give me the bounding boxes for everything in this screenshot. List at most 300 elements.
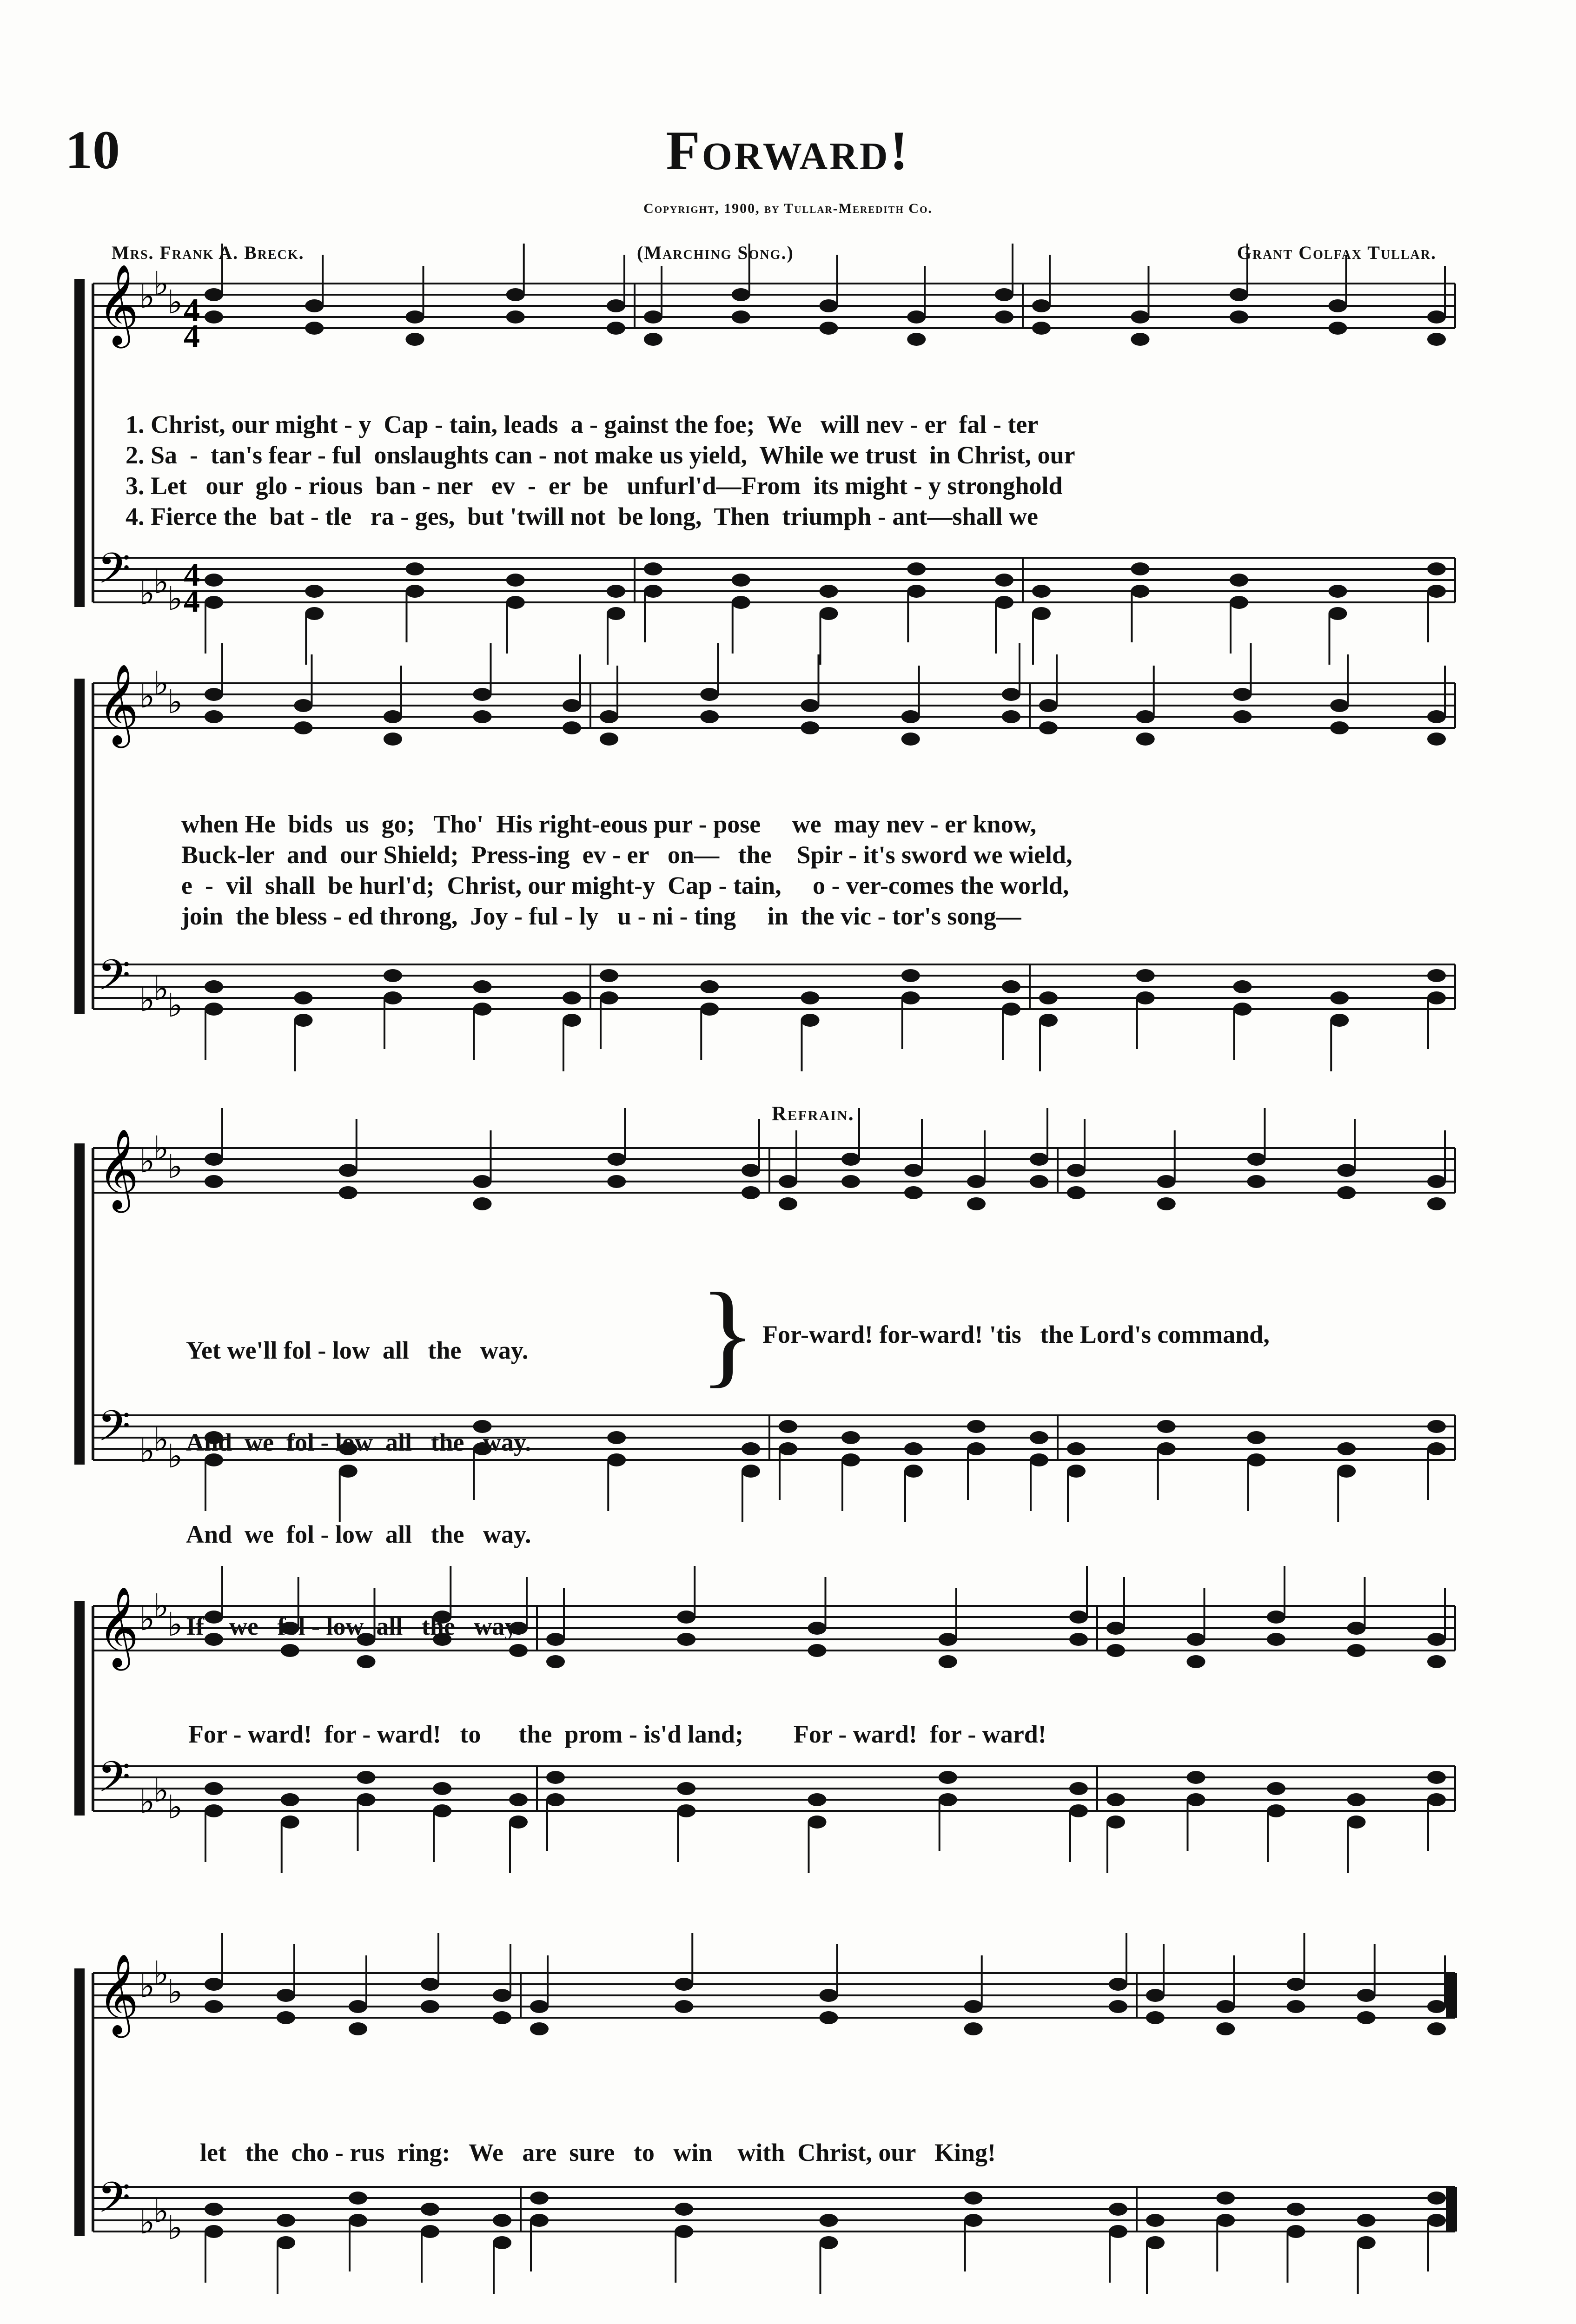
note-treble-0-5 xyxy=(644,310,662,324)
note-treble-low-0-11 xyxy=(1131,333,1150,346)
note-treble-2-7 xyxy=(904,1164,923,1177)
flat-icon-1-1-2: ♭ xyxy=(167,986,183,1024)
note-bass-2-4 xyxy=(742,1442,760,1455)
flat-icon-1-0-0: ♭ xyxy=(139,677,155,715)
note-treble-low-0-1 xyxy=(305,322,324,335)
note-treble-low-1-7 xyxy=(801,721,820,734)
time-signature-treble-lower: 4 xyxy=(184,318,200,354)
flat-icon-1-1-0: ♭ xyxy=(139,981,155,1019)
note-bass-low-0-10 xyxy=(1032,607,1051,620)
note-treble-low-0-7 xyxy=(820,322,838,335)
note-bass-3-4 xyxy=(509,1793,528,1806)
refrain-line-2: For - ward! for - ward! to the prom - is'd land; For - ward! for - ward! xyxy=(188,1720,1046,1748)
note-bass-low-1-11 xyxy=(1136,991,1155,1004)
note-bass-2-7 xyxy=(904,1442,923,1455)
note-treble-1-4 xyxy=(563,699,581,712)
note-bass-2-14 xyxy=(1427,1420,1446,1433)
treble-clef-icon: 𝄞 xyxy=(98,1954,139,2034)
note-treble-4-7 xyxy=(820,1989,838,2002)
note-bass-0-1 xyxy=(305,585,324,598)
note-bass-4-13 xyxy=(1357,2214,1376,2227)
note-treble-low-4-4 xyxy=(493,2011,511,2024)
note-bass-low-0-5 xyxy=(644,585,662,598)
note-treble-4-11 xyxy=(1216,2000,1235,2013)
note-treble-4-8 xyxy=(964,2000,983,2013)
note-treble-0-11 xyxy=(1131,310,1150,324)
verse-line-2-3: e - vil shall be hurl'd; Christ, our might-y Cap - tain, o - ver-comes the world, xyxy=(181,872,1069,899)
note-treble-1-12 xyxy=(1233,688,1252,701)
note-treble-3-8 xyxy=(939,1633,957,1646)
note-treble-low-3-9 xyxy=(1069,1633,1088,1646)
note-bass-3-1 xyxy=(281,1793,299,1806)
verse-line-1-4: 4. Fierce the bat - tle ra - ges, but 'twill not be long, Then triumph - ant—shall we xyxy=(126,502,1038,530)
note-treble-low-0-3 xyxy=(506,310,525,324)
treble-clef-icon: 𝄞 xyxy=(98,664,139,745)
note-bass-2-6 xyxy=(841,1431,860,1444)
note-treble-2-13 xyxy=(1337,1164,1356,1177)
note-bass-low-4-13 xyxy=(1357,2236,1376,2249)
note-treble-low-4-2 xyxy=(349,2022,367,2035)
note-bass-0-8 xyxy=(907,562,926,575)
note-bass-2-5 xyxy=(779,1420,797,1433)
flat-icon-1-0-1: ♭ xyxy=(153,664,169,702)
note-treble-3-13 xyxy=(1347,1622,1366,1635)
note-bass-low-4-7 xyxy=(820,2236,838,2249)
note-treble-2-11 xyxy=(1157,1175,1176,1188)
flat-icon-4-0-2: ♭ xyxy=(167,1973,183,2011)
note-treble-1-11 xyxy=(1136,710,1155,723)
note-bass-4-0 xyxy=(205,2203,223,2216)
note-treble-low-2-4 xyxy=(742,1186,760,1199)
note-bass-0-4 xyxy=(607,585,625,598)
note-treble-2-6 xyxy=(841,1153,860,1166)
note-bass-low-1-7 xyxy=(801,1014,820,1027)
note-treble-1-3 xyxy=(473,688,492,701)
note-treble-low-1-3 xyxy=(473,710,492,723)
verse-line-2-4: join the bless - ed throng, Joy - ful - ly u - ni - ting in the vic - tor's song— xyxy=(181,902,1021,930)
note-bass-low-0-7 xyxy=(820,607,838,620)
treble-clef-icon: 𝄞 xyxy=(98,1586,139,1667)
note-bass-low-4-0 xyxy=(205,2225,223,2238)
note-treble-low-0-6 xyxy=(732,310,750,324)
note-treble-0-3 xyxy=(506,288,525,301)
note-treble-low-3-13 xyxy=(1347,1644,1366,1657)
note-bass-low-3-9 xyxy=(1069,1804,1088,1817)
flat-icon-4-1-2: ♭ xyxy=(167,2209,183,2247)
note-bass-low-0-6 xyxy=(732,596,750,609)
note-bass-low-0-3 xyxy=(506,596,525,609)
note-treble-low-4-14 xyxy=(1427,2022,1446,2035)
note-bass-low-4-14 xyxy=(1427,2214,1446,2227)
note-treble-3-11 xyxy=(1187,1633,1205,1646)
note-treble-low-2-8 xyxy=(967,1197,986,1210)
verse-line-2-2: Buck-ler and our Shield; Press-ing ev - er on— the Spir - it's sword we wield, xyxy=(181,841,1073,869)
flat-icon-3-0-1: ♭ xyxy=(153,1587,169,1625)
note-treble-low-4-8 xyxy=(964,2022,983,2035)
flat-icon-0-0-2: ♭ xyxy=(167,283,183,321)
note-treble-0-9 xyxy=(995,288,1013,301)
note-treble-low-1-12 xyxy=(1233,710,1252,723)
note-bass-low-2-3 xyxy=(607,1453,626,1466)
note-bass-low-3-7 xyxy=(808,1816,827,1829)
note-bass-3-2 xyxy=(357,1771,376,1784)
flat-icon-1-0-2: ♭ xyxy=(167,683,183,721)
note-bass-low-2-6 xyxy=(841,1453,860,1466)
flat-icon-2-0-2: ♭ xyxy=(167,1148,183,1186)
note-bass-1-4 xyxy=(563,991,581,1004)
flat-icon-4-1-0: ♭ xyxy=(139,2203,155,2241)
verse-line-3-block xyxy=(186,1274,531,1672)
system-bracket-0 xyxy=(74,279,85,607)
note-bass-3-12 xyxy=(1267,1782,1285,1795)
note-treble-low-1-10 xyxy=(1039,721,1058,734)
note-treble-low-1-1 xyxy=(294,721,313,734)
note-treble-low-1-14 xyxy=(1427,733,1446,746)
note-bass-low-2-5 xyxy=(779,1442,797,1455)
note-bass-low-4-5 xyxy=(530,2214,549,2227)
note-treble-4-5 xyxy=(530,2000,549,2013)
flat-icon-0-1-1: ♭ xyxy=(153,563,169,601)
note-bass-1-2 xyxy=(384,969,402,982)
note-bass-low-3-2 xyxy=(357,1793,376,1806)
note-treble-4-0 xyxy=(205,1978,223,1991)
note-bass-0-13 xyxy=(1329,585,1347,598)
note-bass-low-2-4 xyxy=(742,1465,760,1478)
note-bass-low-2-13 xyxy=(1337,1465,1356,1478)
note-bass-1-9 xyxy=(1002,980,1020,993)
note-bass-0-2 xyxy=(406,562,424,575)
note-treble-2-5 xyxy=(779,1175,797,1188)
flat-icon-2-0-1: ♭ xyxy=(153,1129,169,1167)
verse-line-2-1: when He bids us go; Tho' His right-eous pur - pose we may nev - er know, xyxy=(181,810,1037,838)
note-treble-low-3-12 xyxy=(1267,1633,1285,1646)
treble-clef-icon: 𝄞 xyxy=(98,1129,139,1209)
note-bass-3-0 xyxy=(205,1782,223,1795)
note-treble-3-14 xyxy=(1427,1633,1446,1646)
note-treble-low-4-13 xyxy=(1357,2011,1376,2024)
note-treble-low-3-8 xyxy=(939,1655,957,1668)
note-treble-low-0-13 xyxy=(1329,322,1347,335)
note-treble-low-2-5 xyxy=(779,1197,797,1210)
note-bass-low-0-14 xyxy=(1427,585,1446,598)
note-bass-low-3-1 xyxy=(281,1816,299,1829)
note-treble-low-2-3 xyxy=(607,1175,626,1188)
time-signature-treble: 4 xyxy=(184,292,200,328)
note-bass-0-0 xyxy=(205,574,223,587)
flat-icon-2-1-0: ♭ xyxy=(139,1432,155,1470)
note-treble-low-0-4 xyxy=(607,322,625,335)
note-bass-1-0 xyxy=(205,980,223,993)
flat-icon-4-0-0: ♭ xyxy=(139,1967,155,2005)
final-bar-bass xyxy=(1446,2187,1457,2232)
note-bass-4-6 xyxy=(675,2203,693,2216)
note-bass-low-2-12 xyxy=(1247,1453,1266,1466)
note-treble-4-1 xyxy=(277,1989,295,2002)
note-bass-0-12 xyxy=(1230,574,1248,587)
note-bass-low-3-0 xyxy=(205,1804,223,1817)
note-bass-0-6 xyxy=(732,574,750,587)
note-treble-low-1-11 xyxy=(1136,733,1155,746)
note-treble-0-14 xyxy=(1427,310,1446,324)
note-bass-low-4-11 xyxy=(1216,2214,1235,2227)
flat-icon-3-1-0: ♭ xyxy=(139,1783,155,1821)
note-treble-1-1 xyxy=(294,699,313,712)
note-treble-low-4-1 xyxy=(277,2011,295,2024)
note-bass-1-11 xyxy=(1136,969,1155,982)
note-treble-4-13 xyxy=(1357,1989,1376,2002)
note-treble-low-2-12 xyxy=(1247,1175,1266,1188)
note-treble-1-8 xyxy=(901,710,920,723)
time-signature-bass: 4 xyxy=(184,557,200,593)
flat-icon-2-0-0: ♭ xyxy=(139,1142,155,1180)
note-treble-low-4-0 xyxy=(205,2000,223,2013)
note-treble-low-2-0 xyxy=(205,1175,223,1188)
note-bass-low-0-4 xyxy=(607,607,625,620)
note-bass-3-5 xyxy=(546,1771,565,1784)
note-bass-4-8 xyxy=(964,2192,983,2205)
note-bass-1-10 xyxy=(1039,991,1058,1004)
note-treble-2-14 xyxy=(1427,1175,1446,1188)
note-treble-low-0-10 xyxy=(1032,322,1051,335)
note-bass-2-11 xyxy=(1157,1420,1176,1433)
note-treble-low-4-6 xyxy=(675,2000,693,2013)
note-bass-4-7 xyxy=(820,2214,838,2227)
note-bass-low-4-2 xyxy=(349,2214,367,2227)
note-bass-low-1-6 xyxy=(700,1003,719,1016)
verse-line-1-1: 1. Christ, our might - y Cap - tain, leads a - gainst the foe; We will nev - er fal - ter xyxy=(126,410,1039,438)
note-treble-low-2-11 xyxy=(1157,1197,1176,1210)
note-bass-0-9 xyxy=(995,574,1013,587)
note-treble-1-13 xyxy=(1330,699,1349,712)
note-bass-1-3 xyxy=(473,980,492,993)
note-treble-low-0-2 xyxy=(406,333,424,346)
note-bass-4-12 xyxy=(1287,2203,1305,2216)
note-bass-low-3-3 xyxy=(433,1804,451,1817)
note-treble-0-4 xyxy=(607,299,625,312)
verse-line-3-1: Yet we'll fol - low all the way. xyxy=(186,1336,529,1364)
note-treble-low-4-3 xyxy=(421,2000,439,2013)
note-treble-4-10 xyxy=(1146,1989,1165,2002)
note-bass-low-3-4 xyxy=(509,1816,528,1829)
note-treble-1-10 xyxy=(1039,699,1058,712)
note-treble-low-1-9 xyxy=(1002,710,1020,723)
flat-icon-3-0-0: ♭ xyxy=(139,1600,155,1638)
note-bass-low-4-10 xyxy=(1146,2236,1165,2249)
note-bass-3-9 xyxy=(1069,1782,1088,1795)
flat-icon-3-0-2: ♭ xyxy=(167,1605,183,1644)
note-treble-low-3-11 xyxy=(1187,1655,1205,1668)
note-treble-low-2-6 xyxy=(841,1175,860,1188)
flat-icon-0-1-2: ♭ xyxy=(167,580,183,618)
note-bass-low-1-4 xyxy=(563,1014,581,1027)
flat-icon-2-1-2: ♭ xyxy=(167,1437,183,1475)
note-treble-low-3-7 xyxy=(808,1644,827,1657)
flat-icon-2-1-1: ♭ xyxy=(153,1420,169,1459)
note-treble-4-14 xyxy=(1427,2000,1446,2013)
note-bass-2-9 xyxy=(1030,1431,1048,1444)
note-treble-3-9 xyxy=(1069,1611,1088,1624)
note-treble-low-4-9 xyxy=(1109,2000,1127,2013)
note-bass-low-4-3 xyxy=(421,2225,439,2238)
note-bass-3-3 xyxy=(433,1782,451,1795)
refrain-line-1: For-ward! for-ward! 'tis the Lord's command, xyxy=(762,1320,1270,1348)
bass-clef-icon: 𝄢 xyxy=(98,1401,131,1461)
note-treble-0-12 xyxy=(1230,288,1248,301)
note-bass-low-0-0 xyxy=(205,596,223,609)
note-treble-low-1-8 xyxy=(901,733,920,746)
verse-line-1-3: 3. Let our glo - rious ban - ner ev - er be unfurl'd—From its might - y stronghold xyxy=(126,472,1063,500)
note-treble-3-5 xyxy=(546,1633,565,1646)
note-bass-low-3-13 xyxy=(1347,1816,1366,1829)
note-treble-2-2 xyxy=(473,1175,492,1188)
note-bass-low-2-14 xyxy=(1427,1442,1446,1455)
note-bass-low-4-4 xyxy=(493,2236,511,2249)
note-bass-1-8 xyxy=(901,969,920,982)
note-bass-low-2-10 xyxy=(1067,1465,1086,1478)
note-bass-1-13 xyxy=(1330,991,1349,1004)
final-bar-treble xyxy=(1446,1973,1457,2018)
note-bass-low-4-8 xyxy=(964,2214,983,2227)
bass-clef-icon: 𝄢 xyxy=(98,951,131,1010)
bass-clef-icon: 𝄢 xyxy=(98,2173,131,2232)
note-treble-low-1-5 xyxy=(600,733,618,746)
note-bass-low-0-9 xyxy=(995,596,1013,609)
flat-icon-4-1-1: ♭ xyxy=(153,2192,169,2230)
note-bass-3-13 xyxy=(1347,1793,1366,1806)
note-treble-low-2-9 xyxy=(1030,1175,1048,1188)
flat-icon-1-1-1: ♭ xyxy=(153,970,169,1008)
bass-clef-icon: 𝄢 xyxy=(98,1752,131,1812)
note-bass-2-8 xyxy=(967,1420,986,1433)
note-bass-1-5 xyxy=(600,969,618,982)
composer-credit: Grant Colfax Tullar. xyxy=(1237,242,1437,263)
note-treble-2-8 xyxy=(967,1175,986,1188)
system-bracket-1 xyxy=(74,679,85,1014)
lyricist-credit: Mrs. Frank A. Breck. xyxy=(112,242,305,263)
note-bass-low-2-11 xyxy=(1157,1442,1176,1455)
note-bass-3-6 xyxy=(677,1782,695,1795)
note-treble-0-7 xyxy=(820,299,838,312)
note-treble-0-2 xyxy=(406,310,424,324)
note-bass-low-0-13 xyxy=(1329,607,1347,620)
system-bracket-2 xyxy=(74,1143,85,1465)
note-treble-4-6 xyxy=(675,1978,693,1991)
note-treble-2-9 xyxy=(1030,1153,1048,1166)
note-bass-0-14 xyxy=(1427,562,1446,575)
note-treble-4-2 xyxy=(349,2000,367,2013)
note-treble-low-4-5 xyxy=(530,2022,549,2035)
note-treble-3-7 xyxy=(808,1622,827,1635)
note-bass-low-1-12 xyxy=(1233,1003,1252,1016)
note-bass-low-1-5 xyxy=(600,991,618,1004)
note-treble-4-12 xyxy=(1287,1978,1305,1991)
note-treble-low-4-7 xyxy=(820,2011,838,2024)
note-treble-low-2-7 xyxy=(904,1186,923,1199)
note-treble-0-0 xyxy=(205,288,223,301)
note-treble-1-2 xyxy=(384,710,402,723)
note-bass-low-4-6 xyxy=(675,2225,693,2238)
note-treble-2-3 xyxy=(607,1153,626,1166)
note-treble-2-10 xyxy=(1067,1164,1086,1177)
note-bass-3-10 xyxy=(1106,1793,1125,1806)
note-bass-2-12 xyxy=(1247,1431,1266,1444)
note-treble-0-8 xyxy=(907,310,926,324)
note-bass-low-0-1 xyxy=(305,607,324,620)
note-bass-4-11 xyxy=(1216,2192,1235,2205)
system-bracket-4 xyxy=(74,1968,85,2236)
verse-line-3-4: If we fol - low all the way. xyxy=(186,1612,522,1640)
note-bass-3-8 xyxy=(939,1771,957,1784)
note-bass-low-0-11 xyxy=(1131,585,1150,598)
note-bass-0-5 xyxy=(644,562,662,575)
note-bass-0-3 xyxy=(506,574,525,587)
note-bass-2-10 xyxy=(1067,1442,1086,1455)
note-treble-0-6 xyxy=(732,288,750,301)
note-bass-1-14 xyxy=(1427,969,1446,982)
note-treble-low-3-5 xyxy=(546,1655,565,1668)
flat-icon-3-1-1: ♭ xyxy=(153,1771,169,1809)
note-bass-4-3 xyxy=(421,2203,439,2216)
note-bass-low-0-12 xyxy=(1230,596,1248,609)
verse-brace: } xyxy=(700,1269,755,1398)
note-bass-4-4 xyxy=(493,2214,511,2227)
note-bass-4-10 xyxy=(1146,2214,1165,2227)
note-treble-4-9 xyxy=(1109,1978,1127,1991)
note-treble-1-14 xyxy=(1427,710,1446,723)
note-treble-low-2-13 xyxy=(1337,1186,1356,1199)
note-bass-2-13 xyxy=(1337,1442,1356,1455)
refrain-label: Refrain. xyxy=(772,1102,854,1125)
note-bass-0-7 xyxy=(820,585,838,598)
note-treble-low-0-5 xyxy=(644,333,662,346)
note-treble-low-1-13 xyxy=(1330,721,1349,734)
treble-clef-icon: 𝄞 xyxy=(98,264,139,345)
note-treble-low-3-14 xyxy=(1427,1655,1446,1668)
note-bass-low-2-9 xyxy=(1030,1453,1048,1466)
note-bass-4-1 xyxy=(277,2214,295,2227)
verse-line-3-3: And we fol - low all the way. xyxy=(186,1520,531,1548)
note-treble-3-6 xyxy=(677,1611,695,1624)
note-bass-4-14 xyxy=(1427,2192,1446,2205)
time-signature-bass-lower: 4 xyxy=(184,583,200,619)
note-bass-low-3-11 xyxy=(1187,1793,1205,1806)
verse-line-3-2: And we fol - low all the way. xyxy=(186,1428,531,1456)
note-treble-low-0-12 xyxy=(1230,310,1248,324)
note-treble-low-3-10 xyxy=(1106,1644,1125,1657)
note-bass-low-3-14 xyxy=(1427,1793,1446,1806)
bass-clef-icon: 𝄢 xyxy=(98,544,131,603)
note-treble-3-12 xyxy=(1267,1611,1285,1624)
hymn-title: Forward! xyxy=(666,119,910,181)
note-bass-low-3-8 xyxy=(939,1793,957,1806)
note-bass-low-1-13 xyxy=(1330,1014,1349,1027)
page-number: 10 xyxy=(65,119,120,180)
note-bass-0-10 xyxy=(1032,585,1051,598)
note-bass-1-12 xyxy=(1233,980,1252,993)
note-bass-low-1-14 xyxy=(1427,991,1446,1004)
note-bass-3-14 xyxy=(1427,1771,1446,1784)
note-treble-low-3-6 xyxy=(677,1633,695,1646)
note-bass-low-1-9 xyxy=(1002,1003,1020,1016)
note-bass-4-2 xyxy=(349,2192,367,2205)
note-bass-low-4-1 xyxy=(277,2236,295,2249)
note-bass-1-1 xyxy=(294,991,313,1004)
note-bass-1-7 xyxy=(801,991,820,1004)
note-treble-low-4-12 xyxy=(1287,2000,1305,2013)
note-treble-2-1 xyxy=(339,1164,358,1177)
note-bass-low-0-8 xyxy=(907,585,926,598)
note-treble-2-0 xyxy=(205,1153,223,1166)
